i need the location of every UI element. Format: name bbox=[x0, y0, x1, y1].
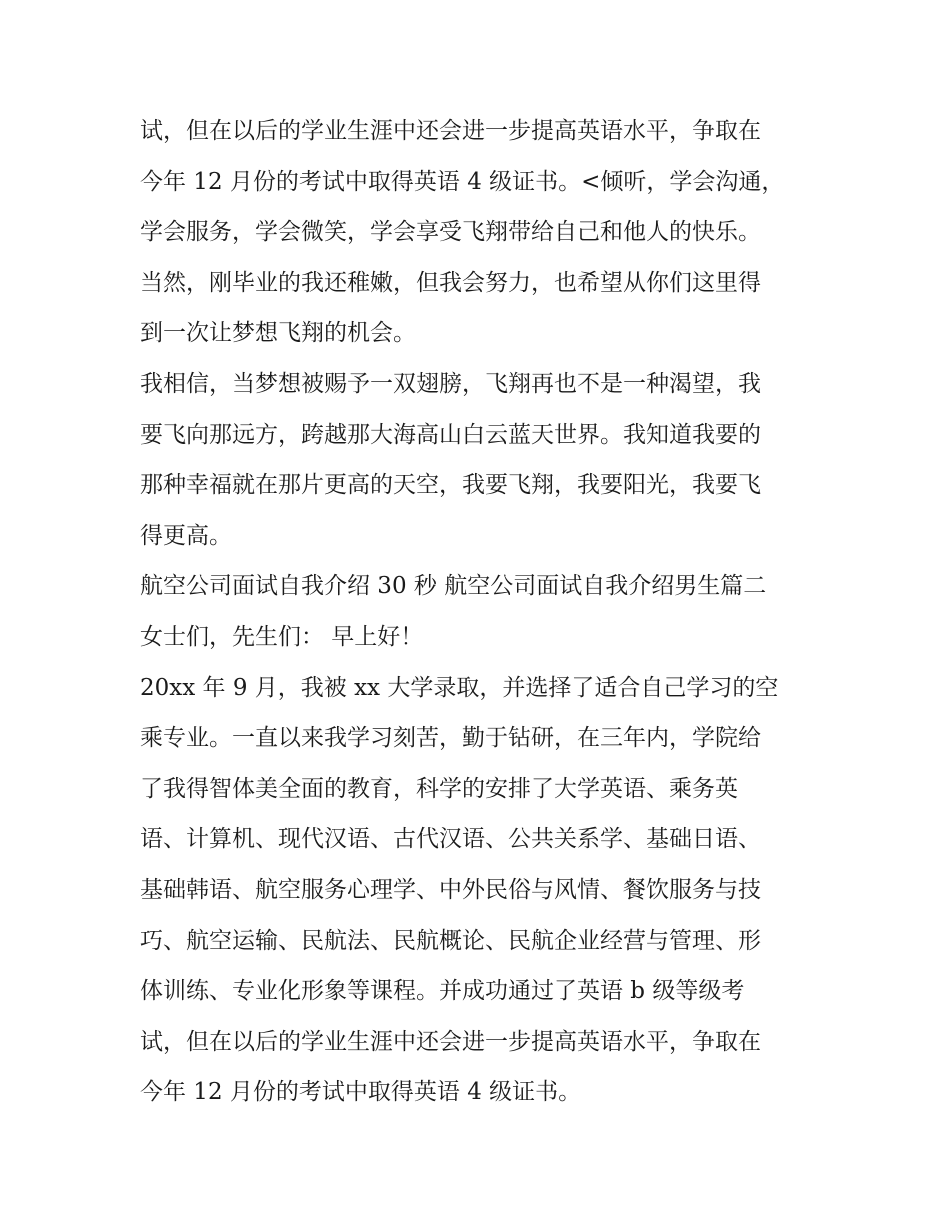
document-body bbox=[140, 106, 820, 1118]
greeting-line: 女士们，先生们： 早上好！ bbox=[140, 623, 424, 650]
text-line-9: 得更高。 bbox=[140, 522, 232, 549]
text-line-8: 那种幸福就在那片更高的天空，我要飞翔，我要阳光，我要飞 bbox=[140, 472, 761, 499]
text-line-16: 基础韩语、航空服务心理学、中外民俗与风情、餐饮服务与技 bbox=[140, 876, 761, 903]
text-line-19: 试，但在以后的学业生涯中还会进一步提高英语水平，争取在 bbox=[140, 1028, 761, 1055]
text-line-3: 学会服务，学会微笑，学会享受飞翔带给自己和他人的快乐。 bbox=[140, 219, 761, 246]
text-line-20: 今年 12 月份的考试中取得英语 4 级证书。 bbox=[140, 1079, 582, 1106]
text-line-15: 语、计算机、现代汉语、古代汉语、公共关系学、基础日语、 bbox=[140, 826, 761, 853]
text-line-7: 要飞向那远方，跨越那大海高山白云蓝天世界。我知道我要的 bbox=[140, 421, 761, 448]
text-line-4: 当然，刚毕业的我还稚嫩，但我会努力，也希望从你们这里得 bbox=[140, 269, 761, 296]
text-line-5: 到一次让梦想飞翔的机会。 bbox=[140, 320, 416, 347]
text-line-18: 体训练、专业化形象等课程。并成功通过了英语 b 级等级考 bbox=[140, 978, 745, 1005]
text-line-12: 20xx 年 9 月，我被 xx 大学录取，并选择了适合自己学习的空 bbox=[140, 674, 779, 701]
text-line-6: 我相信，当梦想被赐予一双翅膀，飞翔再也不是一种渴望，我 bbox=[140, 370, 761, 397]
text-line-2: 今年 12 月份的考试中取得英语 4 级证书。<倾听，学会沟通， bbox=[140, 168, 785, 195]
text-line-17: 巧、航空运输、民航法、民航概论、民航企业经营与管理、形 bbox=[140, 927, 761, 954]
text-line-14: 了我得智体美全面的教育，科学的安排了大学英语、乘务英 bbox=[140, 775, 738, 802]
text-line-1: 试，但在以后的学业生涯中还会进一步提高英语水平，争取在 bbox=[140, 118, 761, 144]
text-line-13: 乘专业。一直以来我学习刻苦，勤于钻研，在三年内，学院给 bbox=[140, 725, 761, 752]
section-heading: 航空公司面试自我介绍 30 秒 航空公司面试自我介绍男生篇二 bbox=[140, 573, 767, 600]
